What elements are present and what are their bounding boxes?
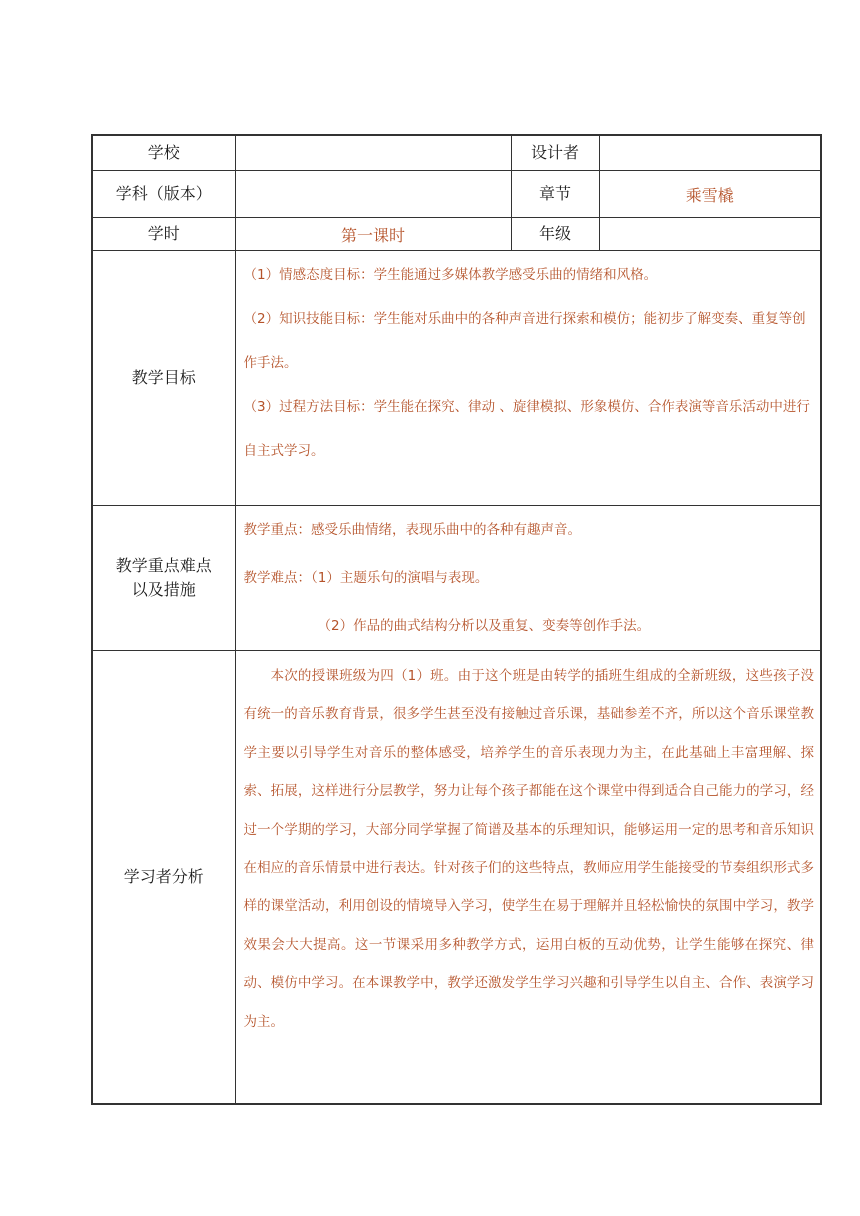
objective-item: （3）过程方法目标：学生能在探究、律动 、旋律模拟、形象模仿、合作表演等音乐活动中进行自主式学习。 [243, 399, 810, 459]
objectives-label: 教学目标 [92, 251, 235, 506]
objective-item: （1）情感态度目标：学生能通过多媒体教学感受乐曲的情绪和风格。 [243, 267, 658, 283]
key-points-label-line1: 教学重点难点 [115, 556, 212, 575]
chapter-label: 章节 [511, 171, 599, 218]
teaching-focus: 教学重点：感受乐曲情绪，表现乐曲中的各种有趣声音。 [243, 522, 581, 538]
learner-analysis-text: 本次的授课班级为四（1）班。由于这个班是由转学的插班生组成的全新班级，这些孩子没有统一的音乐教育背景，很多学生甚至没有接触过音乐课，基础参差不齐，所以这个音乐课堂教学主要以引导学生对音乐的整体感受，培养学生的音乐表现力为主，在此基础上丰富理解、探索、拓展，这样进行分层教学，努力让每个孩子都能在这个课堂中得到适合自己能力的学习，经过一个学期的学习，大部分同学掌握了简谱及基本的乐理知识，能够运用一定的思考和音乐知识在相应的音乐情景中进行表达。针对孩子们的这些特点，教师应用学生能接受的节奏组织形式多样的课堂活动，利用创设的情境导入学习，使学生在易于理解并且轻松愉快的氛围中学习，教学效果会大大提高。这一节课采用多种教学方式，运用白板的互动优势，让学生能够在探究、律动、模仿中学习。在本课教学中，教学还激发学生学习兴趣和引导学生以自主、合作、表演学习为主。 [243, 668, 814, 1030]
period-value: 第一课时 [235, 218, 511, 251]
objective-item: （2）知识技能目标：学生能对乐曲中的各种声音进行探索和模仿；能初步了解变奏、重复等创作手法。 [243, 311, 806, 371]
lesson-plan-table [91, 134, 822, 1105]
key-points-label-line2: 以及措施 [131, 580, 196, 599]
key-points-label [92, 506, 235, 651]
row-objectives [92, 251, 821, 506]
teaching-difficulty-2: （2）作品的曲式结构分析以及重复、变奏等创作手法。 [317, 618, 651, 634]
grade-value [599, 218, 821, 251]
school-value [235, 135, 511, 171]
designer-label: 设计者 [511, 135, 599, 171]
row-school [92, 135, 821, 171]
row-learner-analysis [92, 651, 821, 1105]
grade-label: 年级 [511, 218, 599, 251]
row-key-points [92, 506, 821, 651]
period-label: 学时 [92, 218, 235, 251]
teaching-difficulty-1: 教学难点：（1）主题乐句的演唱与表现。 [243, 570, 489, 586]
objectives-content [235, 251, 821, 506]
learner-analysis-content [235, 651, 821, 1105]
learner-analysis-label: 学习者分析 [92, 651, 235, 1105]
row-period [92, 218, 821, 251]
designer-value [599, 135, 821, 171]
chapter-value: 乘雪橇 [599, 171, 821, 218]
row-subject [92, 171, 821, 218]
subject-value [235, 171, 511, 218]
subject-label: 学科（版本） [92, 171, 235, 218]
key-points-content [235, 506, 821, 651]
school-label: 学校 [92, 135, 235, 171]
